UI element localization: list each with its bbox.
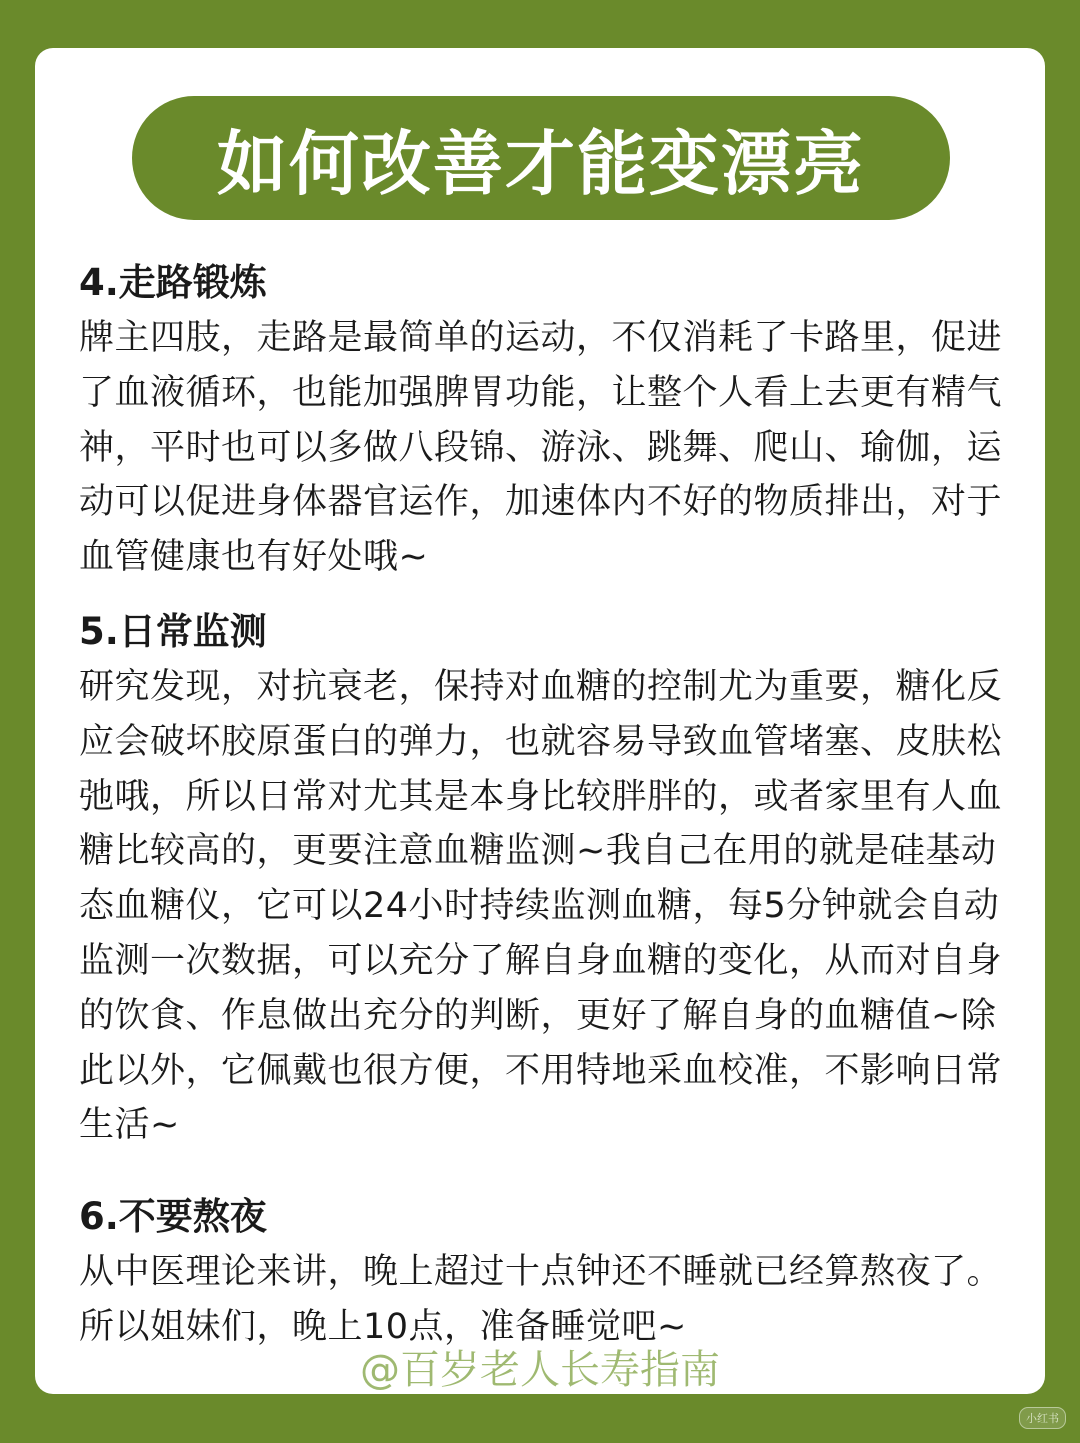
section-heading: 6.不要熬夜 [79, 1195, 267, 1238]
author-watermark: @百岁老人长寿指南 [360, 1347, 720, 1393]
content-card [35, 48, 1045, 1394]
platform-watermark: 小红书 [1019, 1407, 1066, 1429]
section-monitoring [79, 604, 1009, 1153]
section-heading: 4.走路锻炼 [79, 261, 267, 304]
section-heading: 5.日常监测 [79, 610, 267, 653]
section-body: 研究发现，对抗衰老，保持对血糖的控制尤为重要，糖化反应会破坏胶原蛋白的弹力，也就容易导致血管堵塞、皮肤松弛哦，所以日常对尤其是本身比较胖胖的，或者家里有人血糖比较高的，更要注意血糖监测~我自己在用的就是硅基动态血糖仪，它可以24小时持续监测血糖，每5分钟就会自动监测一次数据，可以充分了解自身血糖的变化，从而对自身的饮食、作息做出充分的判断，更好了解自身的血糖值~除此以外，它佩戴也很方便，不用特地采血校准，不影响日常生活~ [79, 667, 1003, 1146]
section-no-late-night [79, 1189, 1009, 1355]
title-banner [132, 96, 950, 220]
section-body: 牌主四肢，走路是最简单的运动，不仅消耗了卡路里，促进了血液循环，也能加强脾胃功能，让整个人看上去更有精气神，平时也可以多做八段锦、游泳、跳舞、爬山、瑜伽，运动可以促进身体器官运作，加速体内不好的物质排出，对于血管健康也有好处哦~ [79, 318, 1003, 578]
page-title: 如何改善才能变漂亮 [217, 122, 865, 205]
section-walking [79, 255, 1009, 585]
section-body: 从中医理论来讲，晚上超过十点钟还不睡就已经算熬夜了。所以姐妹们，晚上10点，准备睡觉吧~ [79, 1252, 1003, 1347]
